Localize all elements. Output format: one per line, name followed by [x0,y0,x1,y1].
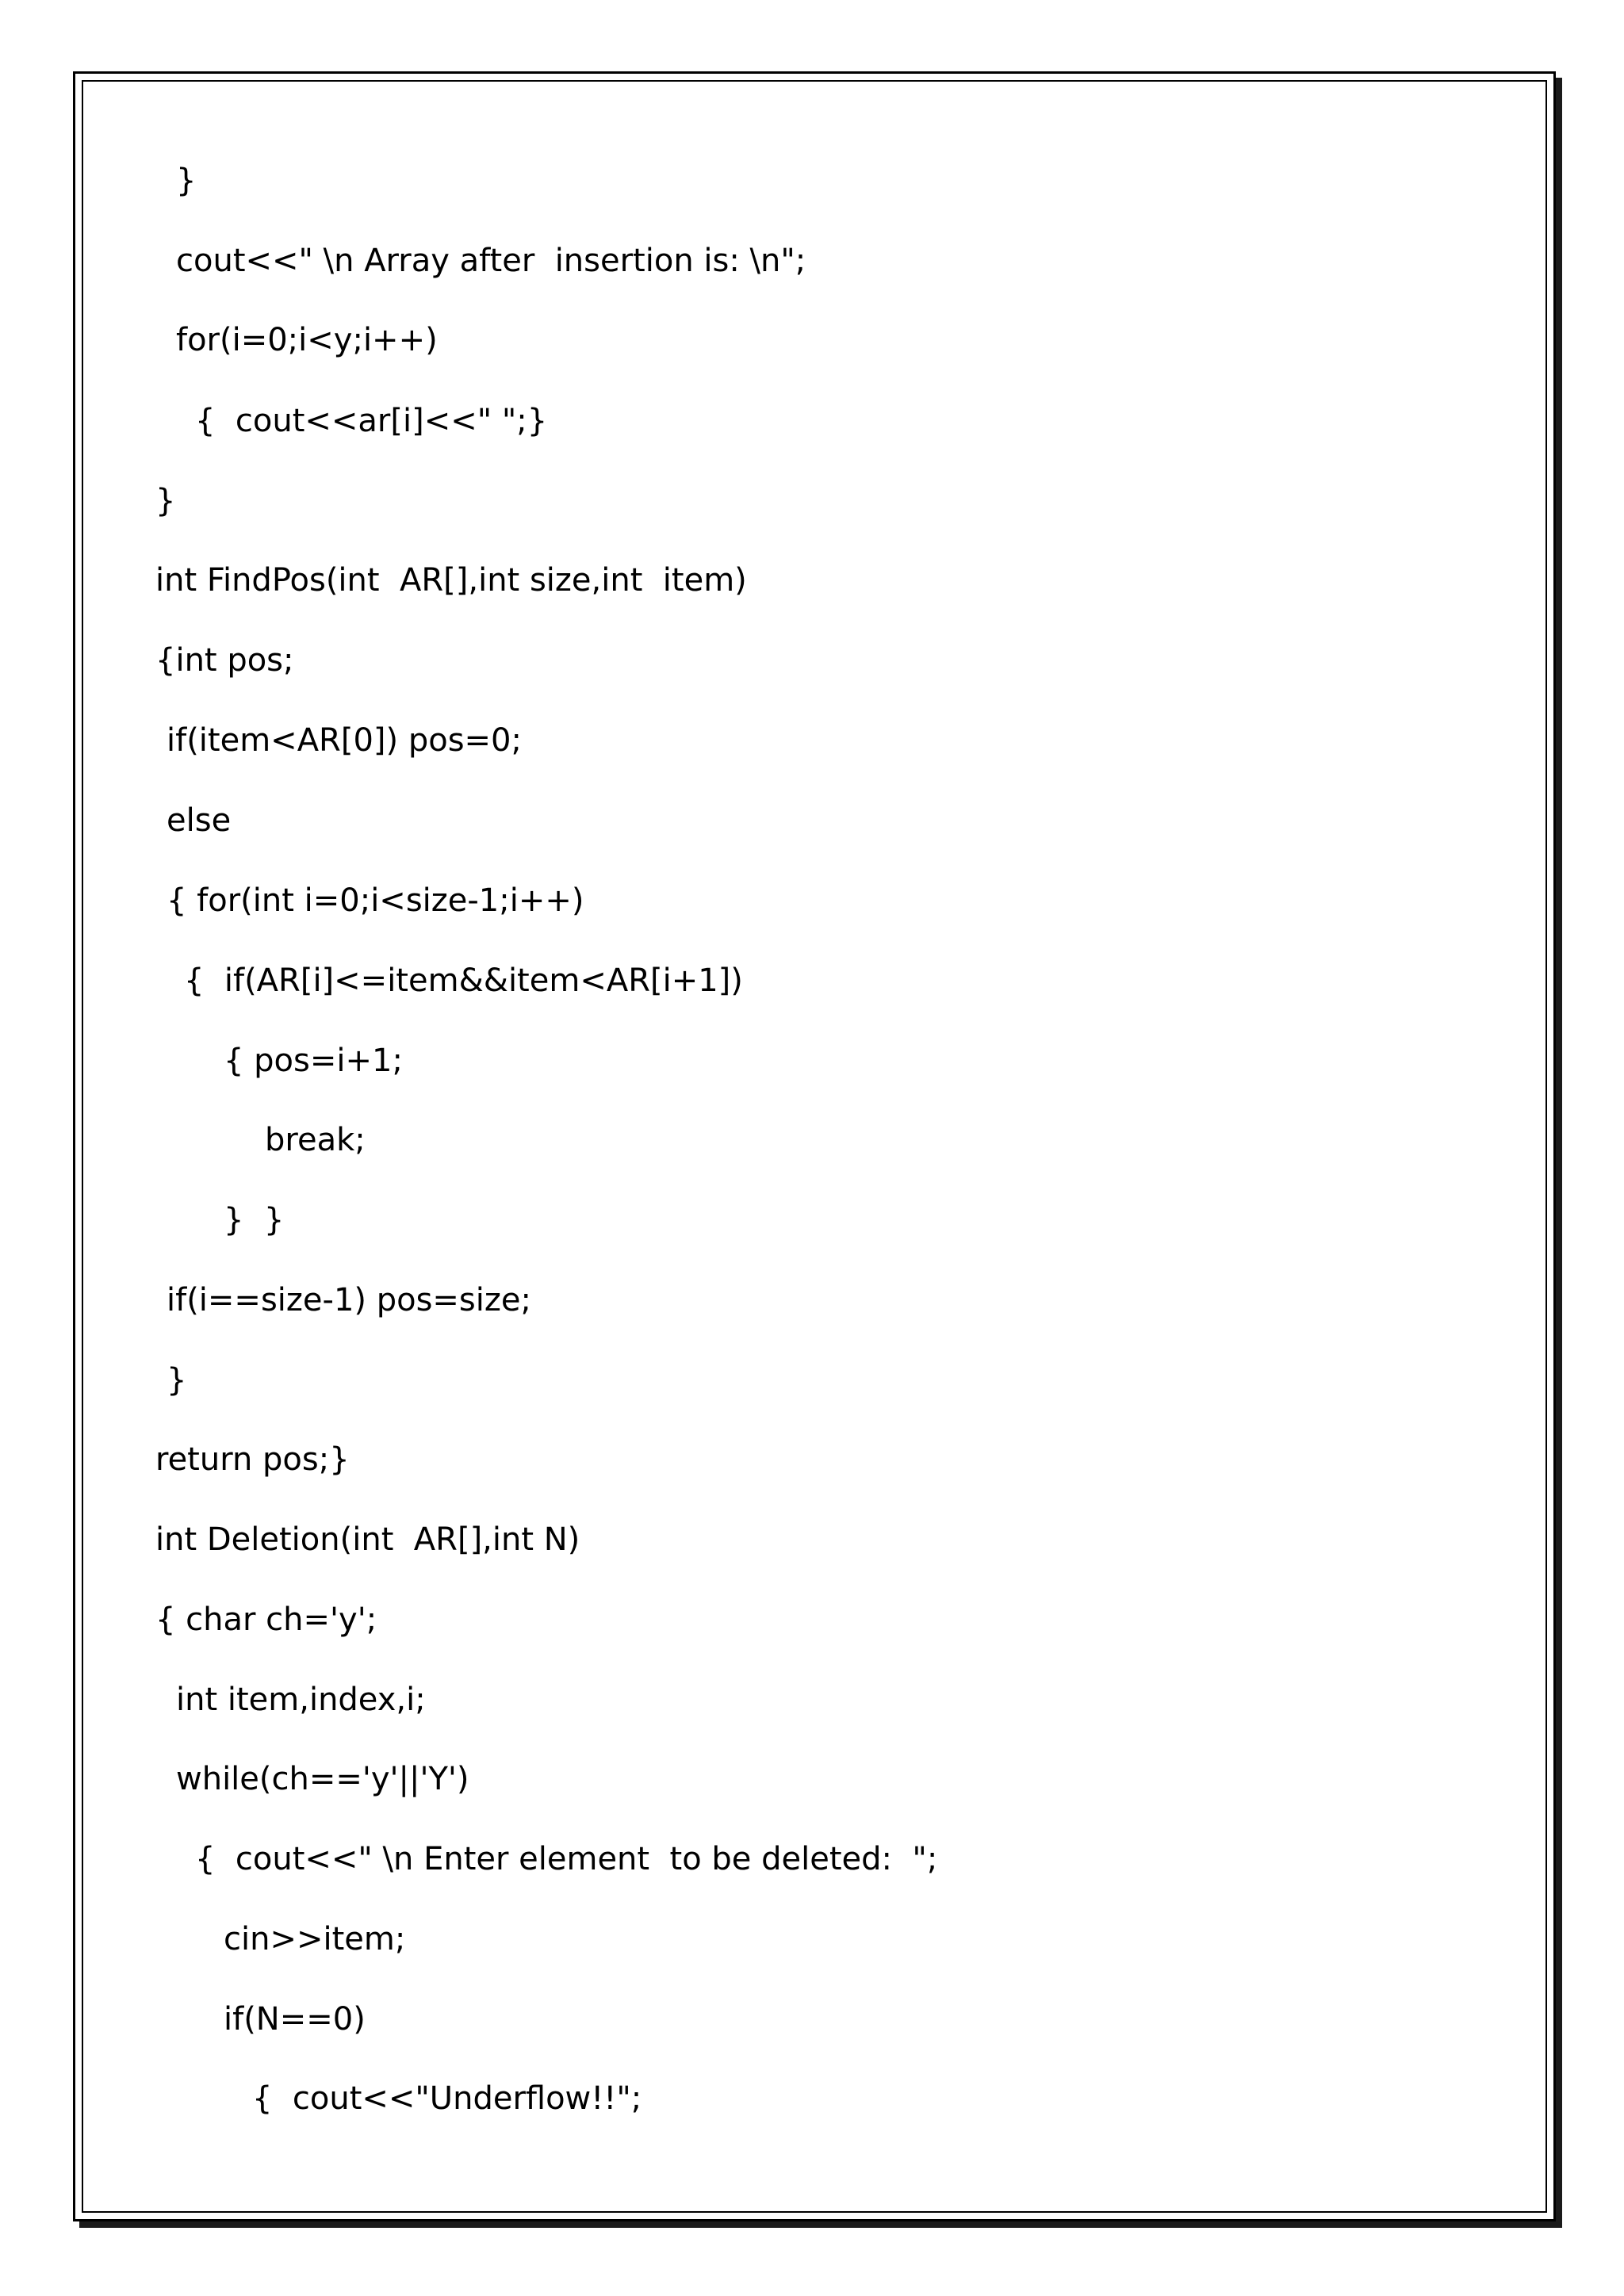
code-line: } } [224,1202,285,1238]
code-line: while(ch=='y'||'Y') [176,1761,469,1797]
code-line: break; [265,1122,366,1158]
code-line: { char ch='y'; [155,1601,377,1638]
code-line: return pos;} [155,1441,350,1478]
code-line: { if(AR[i]<=item&&item<AR[i+1]) [184,962,743,999]
code-line: if(item<AR[0]) pos=0; [167,722,522,759]
code-line: { for(int i=0;i<size-1;i++) [167,882,584,919]
code-line: { cout<<ar[i]<<" ";} [195,403,548,439]
code-line: int Deletion(int AR[],int N) [155,1521,580,1558]
code-line: { pos=i+1; [224,1043,403,1079]
code-line: { cout<<"Underflow!!"; [252,2080,642,2117]
code-line: else [167,802,232,839]
code-line: } [155,483,176,519]
code-line: {int pos; [155,642,294,679]
code-line: int item,index,i; [176,1682,426,1718]
code-line: cout<<" \n Array after insertion is: \n"; [176,243,806,279]
code-line: if(i==size-1) pos=size; [167,1282,531,1318]
code-line: int FindPos(int AR[],int size,int item) [155,562,747,599]
code-line: } [176,163,197,199]
code-line: if(N==0) [224,2001,366,2038]
code-line: { cout<<" \n Enter element to be deleted: "; [195,1841,938,1877]
code-line: } [167,1362,187,1399]
code-line: cin>>item; [224,1921,406,1957]
code-line: for(i=0;i<y;i++) [176,322,438,358]
